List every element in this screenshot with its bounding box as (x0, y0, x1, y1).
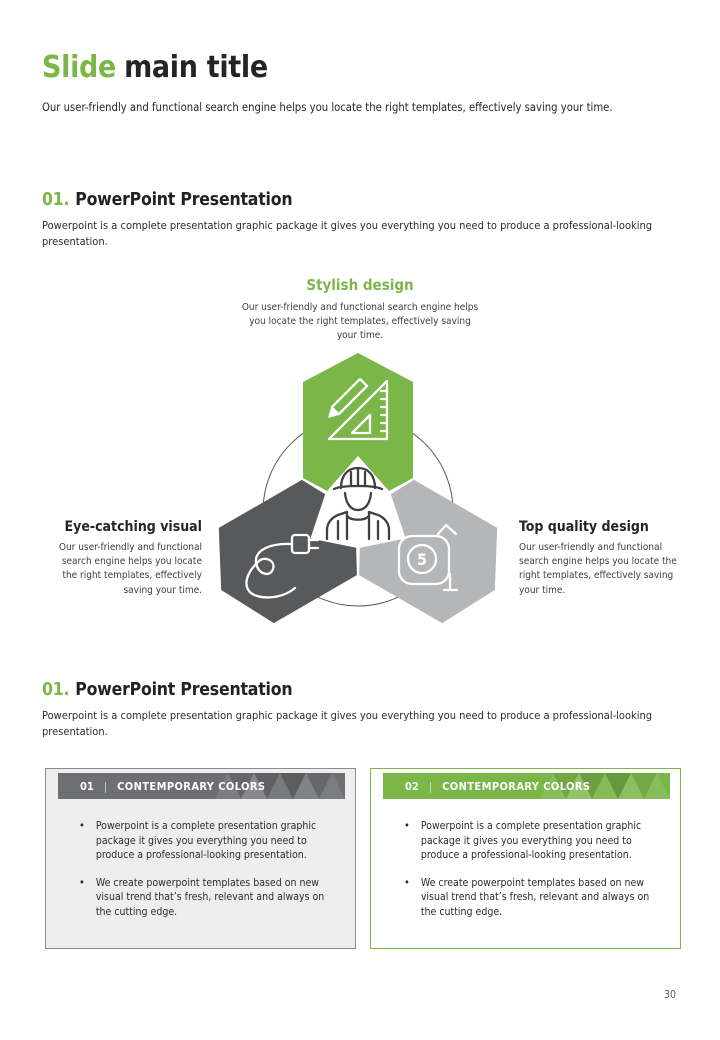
section-2-number: 01. (42, 680, 70, 700)
section-1-number: 01. (42, 190, 70, 210)
page-title-rest: main title (124, 50, 268, 85)
card-1-title: CONTEMPORARY COLORS (117, 779, 266, 793)
hexagon-right (359, 480, 497, 623)
page-title (42, 50, 678, 85)
page-subtitle: Our user-friendly and functional search engine helps you locate the right templates, effectively saving your time. (42, 101, 613, 114)
section-1-title: PowerPoint Presentation (75, 190, 293, 210)
tape-measure-number: 5 (416, 550, 428, 569)
bullet-text: • We create powerpoint templates based on new visual trend that’s fresh, relevant and always on the cutting edge. (420, 876, 650, 918)
diagram-label-right (519, 519, 681, 598)
section-1-body: Powerpoint is a complete presentation graphic package it gives you everything you need to produce a professional-looking presentation. (42, 219, 653, 248)
card-contemporary-colors-1 (45, 768, 356, 949)
bullet-item (79, 819, 339, 863)
bullet-item (404, 876, 664, 920)
bullet-item (404, 819, 664, 863)
section-2-title: PowerPoint Presentation (75, 680, 293, 700)
card-1-number: 01 (80, 779, 94, 793)
diagram-label-left (45, 519, 202, 598)
card-contemporary-colors-2 (370, 768, 681, 949)
bullet-item (79, 876, 339, 920)
section-1-heading (42, 190, 678, 210)
cards-row (45, 768, 681, 949)
diagram-right-description: Our user-friendly and functional search engine helps you locate the right templates, effectively saving your time. (519, 542, 677, 596)
diagram-right-title: Top quality design (519, 519, 649, 535)
bullet-text: • Powerpoint is a complete presentation graphic package it gives you everything you need to produce a professional-looking presentation. (420, 820, 642, 861)
section-2-heading (42, 680, 678, 700)
card-1-header (58, 773, 345, 799)
section-1 (42, 190, 678, 249)
bullet-text: • We create powerpoint templates based on new visual trend that’s fresh, relevant and always on the cutting edge. (95, 876, 325, 918)
card-2-number: 02 (405, 779, 419, 793)
card-2-header (383, 773, 670, 799)
diagram-left-title: Eye-catching visual (64, 519, 202, 535)
page-title-accent: Slide (42, 50, 117, 85)
diagram-label-top (238, 276, 482, 344)
card-2-divider: | (428, 779, 433, 793)
hexagon-left (219, 480, 357, 623)
section-2-body: Powerpoint is a complete presentation graphic package it gives you everything you need to produce a professional-looking presentation. (42, 709, 653, 738)
page-number: 30 (663, 989, 676, 1001)
diagram-left-description: Our user-friendly and functional search engine helps you locate the right templates, effectively saving your time. (58, 542, 202, 596)
card-1-divider: | (103, 779, 108, 793)
card-1-bullet-list (46, 799, 355, 919)
section-2 (42, 680, 678, 739)
hexagon-trefoil-diagram (198, 350, 518, 640)
card-2-bullet-list (371, 799, 680, 919)
card-2-title: CONTEMPORARY COLORS (442, 779, 591, 793)
diagram-top-description: Our user-friendly and functional search engine helps you locate the right templates, effectively saving your time. (241, 302, 479, 342)
diagram-top-title: Stylish design (306, 276, 414, 294)
bullet-text: • Powerpoint is a complete presentation graphic package it gives you everything you need to produce a professional-looking presentation. (95, 820, 317, 861)
